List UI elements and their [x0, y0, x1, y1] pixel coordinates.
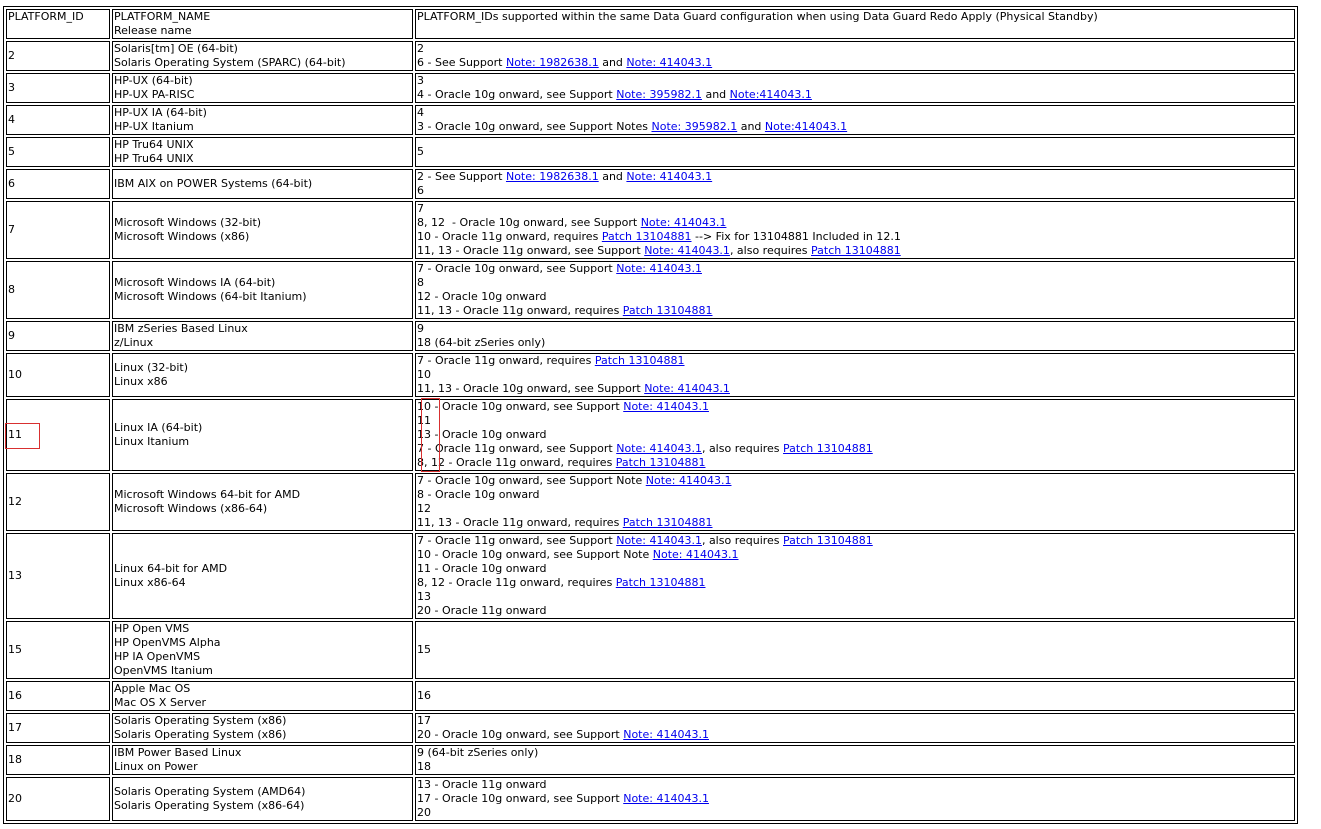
patch-link[interactable]: Patch 13104881: [601, 230, 692, 243]
table-row: [6, 745, 1295, 775]
platform-id-cell: [6, 169, 110, 199]
supported-line: [417, 534, 1293, 548]
supported-text: and: [701, 88, 730, 101]
supported-text: 3: [417, 74, 424, 87]
supported-text: 20: [417, 806, 431, 819]
supported-text: 11, 13 - Oracle 11g onward, see Support: [417, 244, 645, 257]
supported-line: [417, 56, 1293, 70]
platform-name-line: Apple Mac OS: [114, 682, 191, 695]
platform-name-line: HP Tru64 UNIX: [114, 138, 194, 151]
supported-text: 20 - Oracle 11g onward: [417, 604, 547, 617]
table-row: [6, 353, 1295, 397]
table-header-row: [6, 9, 1295, 39]
supported-line: [417, 304, 1293, 318]
supported-line: [417, 746, 1293, 760]
supported-text: 7 - Oracle 10g onward, see Support Note: [417, 474, 646, 487]
table-row: [6, 777, 1295, 821]
table-row: [6, 41, 1295, 71]
platform-name-line: IBM AIX on POWER Systems (64-bit): [114, 177, 313, 190]
supported-line: [417, 120, 1293, 134]
supported-ids-cell: [415, 473, 1295, 531]
platform-id-cell: [6, 777, 110, 821]
supported-ids-cell: [415, 353, 1295, 397]
supported-text: , also requires: [701, 442, 784, 455]
platform-id: 11: [8, 428, 22, 441]
platform-table-body: [6, 9, 1295, 821]
table-row: [6, 169, 1295, 199]
supported-text: and: [598, 170, 627, 183]
supported-text: 15: [417, 643, 431, 656]
support-note-link[interactable]: Note: 395982.1: [616, 88, 702, 101]
platform-name-line: Microsoft Windows IA (64-bit): [114, 276, 276, 289]
platform-name-line: Solaris Operating System (x86-64): [114, 799, 305, 812]
platform-name-cell: [112, 621, 413, 679]
support-note-link[interactable]: Note: 414043.1: [644, 244, 730, 257]
platform-id-cell: [6, 201, 110, 259]
patch-link[interactable]: Patch 13104881: [615, 576, 706, 589]
supported-text: 7: [417, 202, 424, 215]
supported-text: 16: [417, 689, 431, 702]
supported-line: [417, 216, 1293, 230]
supported-line: [417, 382, 1293, 396]
platform-id: 12: [8, 495, 22, 508]
supported-line: [417, 276, 1293, 290]
platform-name-line: Linux IA (64-bit): [114, 421, 203, 434]
supported-ids-cell: [415, 73, 1295, 103]
patch-link[interactable]: Patch 13104881: [622, 304, 713, 317]
platform-name-cell: [112, 137, 413, 167]
supported-text: 3 - Oracle 10g onward, see Support Notes: [417, 120, 652, 133]
supported-text: 12 - Oracle 10g onward: [417, 290, 547, 303]
supported-ids-cell: [415, 321, 1295, 351]
support-note-link[interactable]: Note: 414043.1: [616, 534, 702, 547]
platform-id-cell: [6, 73, 110, 103]
table-row: [6, 473, 1295, 531]
patch-link[interactable]: Patch 13104881: [622, 516, 713, 529]
supported-line: [417, 562, 1293, 576]
supported-ids-cell: [415, 621, 1295, 679]
supported-text: 4 - Oracle 10g onward, see Support: [417, 88, 617, 101]
supported-text: 17: [417, 714, 431, 727]
supported-line: [417, 792, 1293, 806]
supported-text: 10: [417, 368, 431, 381]
support-note-link[interactable]: Note: 395982.1: [651, 120, 738, 133]
supported-text: 11 - Oracle 10g onward: [417, 562, 547, 575]
supported-text: 8, 12 - Oracle 11g onward, requires: [417, 576, 616, 589]
platform-name-cell: [112, 399, 413, 471]
header-platform-name-label: PLATFORM_NAME: [114, 10, 211, 23]
platform-name-line: Microsoft Windows (x86-64): [114, 502, 268, 515]
platform-id: 15: [8, 643, 22, 656]
platform-name-cell: [112, 473, 413, 531]
platform-id-cell: [6, 321, 110, 351]
supported-text: 2 - See Support: [417, 170, 506, 183]
platform-name-cell: [112, 201, 413, 259]
platform-name-line: Linux Itanium: [114, 435, 190, 448]
header-release-name-label: Release name: [114, 24, 192, 37]
supported-text: 8, 12 - Oracle 11g onward, requires: [417, 456, 616, 469]
supported-ids-cell: [415, 777, 1295, 821]
table-row: [6, 399, 1295, 471]
platform-name-line: Microsoft Windows (32-bit): [114, 216, 262, 229]
supported-line: [417, 354, 1293, 368]
platform-name-line: Solaris[tm] OE (64-bit): [114, 42, 238, 55]
platform-name-cell: [112, 745, 413, 775]
platform-name-line: IBM zSeries Based Linux: [114, 322, 248, 335]
supported-text: 4: [417, 106, 424, 119]
platform-name-line: Microsoft Windows (x86): [114, 230, 250, 243]
supported-ids-cell: [415, 745, 1295, 775]
table-row: [6, 201, 1295, 259]
supported-text: 13 - Oracle 11g onward: [417, 778, 547, 791]
supported-line: [417, 604, 1293, 618]
platform-id: 17: [8, 721, 22, 734]
support-note-link[interactable]: Note: 414043.1: [626, 56, 713, 69]
supported-line: [417, 414, 1293, 428]
supported-line: [417, 290, 1293, 304]
platform-name-line: Microsoft Windows (64-bit Itanium): [114, 290, 307, 303]
supported-line: [417, 184, 1293, 198]
supported-line: [417, 689, 1293, 703]
platform-name-cell: [112, 169, 413, 199]
supported-line: [417, 42, 1293, 56]
platform-name-line: Linux x86: [114, 375, 168, 388]
table-row: [6, 137, 1295, 167]
supported-text: 5: [417, 145, 424, 158]
table-row: [6, 73, 1295, 103]
platform-name-cell: [112, 41, 413, 71]
platform-id-cell: [6, 713, 110, 743]
supported-ids-cell: [415, 169, 1295, 199]
platform-id: 9: [8, 329, 15, 342]
platform-id: 4: [8, 113, 15, 126]
supported-line: [417, 106, 1293, 120]
patch-link[interactable]: Patch 13104881: [615, 456, 706, 469]
supported-text: 12: [417, 502, 431, 515]
supported-line: [417, 170, 1293, 184]
support-note-link[interactable]: Note: 414043.1: [626, 170, 713, 183]
supported-text: 18 (64-bit zSeries only): [417, 336, 546, 349]
supported-text: 11, 13 - Oracle 11g onward, requires: [417, 304, 623, 317]
platform-id: 3: [8, 81, 15, 94]
supported-text: 7 - Oracle 11g onward, see Support: [417, 534, 617, 547]
supported-line: [417, 714, 1293, 728]
platform-name-line: Linux 64-bit for AMD: [114, 562, 228, 575]
supported-text: 7 - Oracle 11g onward, requires: [417, 354, 595, 367]
supported-line: [417, 643, 1293, 657]
supported-text: 6: [417, 184, 424, 197]
platform-id: 16: [8, 689, 22, 702]
platform-id: 10: [8, 368, 22, 381]
supported-text: and: [737, 120, 765, 133]
supported-line: [417, 262, 1293, 276]
supported-ids-cell: [415, 105, 1295, 135]
platform-id: 7: [8, 223, 15, 236]
patch-link[interactable]: Patch 13104881: [811, 244, 901, 257]
support-note-link[interactable]: Note: 1982638.1: [505, 170, 599, 183]
table-row: [6, 533, 1295, 619]
platform-id-cell: [6, 353, 110, 397]
support-note-link[interactable]: Note: 414043.1: [640, 216, 727, 229]
patch-link[interactable]: Patch 13104881: [594, 354, 685, 367]
supported-line: [417, 778, 1293, 792]
supported-text: and: [598, 56, 627, 69]
table-row: [6, 681, 1295, 711]
platform-name-line: Microsoft Windows 64-bit for AMD: [114, 488, 301, 501]
platform-id-cell: [6, 137, 110, 167]
platform-name-cell: [112, 713, 413, 743]
platform-id-cell: [6, 261, 110, 319]
supported-line: [417, 590, 1293, 604]
platform-table: [3, 6, 1298, 824]
platform-name-cell: [112, 261, 413, 319]
supported-ids-cell: [415, 261, 1295, 319]
header-supported-label: PLATFORM_IDs supported within the same Data Guard configuration when using Data Guard Redo Apply (Physical Standby): [417, 10, 1098, 23]
supported-ids-cell: [415, 201, 1295, 259]
patch-link[interactable]: Patch 13104881: [783, 534, 873, 547]
supported-line: [417, 428, 1293, 442]
supported-text: 7 - Oracle 10g onward, see Support: [417, 262, 617, 275]
supported-line: [417, 400, 1293, 414]
platform-id-cell: [6, 681, 110, 711]
platform-id: 2: [8, 49, 15, 62]
platform-id-cell: [6, 399, 110, 471]
supported-text: 8 - Oracle 10g onward: [417, 488, 540, 501]
support-note-link[interactable]: Note: 414043.1: [616, 442, 702, 455]
supported-line: [417, 145, 1293, 159]
supported-ids-cell: [415, 681, 1295, 711]
table-row: [6, 621, 1295, 679]
platform-name-line: Linux on Power: [114, 760, 198, 773]
support-note-link[interactable]: Note: 414043.1: [652, 548, 739, 561]
platform-name-cell: [112, 321, 413, 351]
supported-text: 2: [417, 42, 424, 55]
supported-text: --> Fix for 13104881 Included in 12.1: [691, 230, 901, 243]
platform-name-line: z/Linux: [114, 336, 154, 349]
supported-line: [417, 548, 1293, 562]
support-note-link[interactable]: Note: 1982638.1: [505, 56, 599, 69]
platform-name-line: Solaris Operating System (AMD64): [114, 785, 306, 798]
platform-name-cell: [112, 105, 413, 135]
supported-line: [417, 502, 1293, 516]
supported-line: [417, 322, 1293, 336]
support-note-link[interactable]: Note: 414043.1: [623, 792, 709, 805]
header-platform-name: [112, 9, 413, 39]
platform-id: 5: [8, 145, 15, 158]
supported-ids-cell: [415, 137, 1295, 167]
support-note-link[interactable]: Note:414043.1: [729, 88, 812, 101]
support-note-link[interactable]: Note: 414043.1: [623, 400, 709, 413]
platform-name-line: Solaris Operating System (SPARC) (64-bit): [114, 56, 346, 69]
supported-text: 20 - Oracle 10g onward, see Support: [417, 728, 624, 741]
supported-line: [417, 806, 1293, 820]
table-row: [6, 321, 1295, 351]
supported-text: 11, 13 - Oracle 11g onward, requires: [417, 516, 623, 529]
supported-text: 7 - Oracle 11g onward, see Support: [417, 442, 617, 455]
supported-text: 8, 12 - Oracle 10g onward, see Support: [417, 216, 641, 229]
supported-text: 17 - Oracle 10g onward, see Support: [417, 792, 624, 805]
supported-line: [417, 442, 1293, 456]
supported-line: [417, 456, 1293, 470]
supported-line: [417, 760, 1293, 774]
platform-name-line: HP-UX Itanium: [114, 120, 194, 133]
table-row: [6, 261, 1295, 319]
platform-name-line: Linux (32-bit): [114, 361, 189, 374]
supported-text: 13: [417, 590, 431, 603]
header-platform-id-label: PLATFORM_ID: [8, 10, 84, 23]
platform-name-line: HP IA OpenVMS: [114, 650, 201, 663]
header-supported: [415, 9, 1295, 39]
platform-name-line: Solaris Operating System (x86): [114, 728, 287, 741]
supported-text: 13 - Oracle 10g onward: [417, 428, 547, 441]
platform-id-cell: [6, 745, 110, 775]
platform-id-cell: [6, 105, 110, 135]
supported-line: [417, 88, 1293, 102]
supported-text: 11: [417, 414, 431, 427]
supported-line: [417, 488, 1293, 502]
platform-name-line: Mac OS X Server: [114, 696, 207, 709]
supported-text: 9: [417, 322, 424, 335]
platform-name-line: HP-UX PA-RISC: [114, 88, 195, 101]
supported-text: 10 - Oracle 10g onward, see Support: [417, 400, 624, 413]
platform-name-line: Solaris Operating System (x86): [114, 714, 287, 727]
supported-text: 9 (64-bit zSeries only): [417, 746, 539, 759]
platform-name-line: Linux x86-64: [114, 576, 186, 589]
platform-id-cell: [6, 473, 110, 531]
patch-link[interactable]: Patch 13104881: [783, 442, 873, 455]
supported-text: 10 - Oracle 11g onward, requires: [417, 230, 602, 243]
platform-name-line: IBM Power Based Linux: [114, 746, 242, 759]
supported-ids-cell: [415, 399, 1295, 471]
supported-line: [417, 728, 1293, 742]
platform-name-line: HP Open VMS: [114, 622, 190, 635]
platform-name-line: HP Tru64 UNIX: [114, 152, 194, 165]
supported-line: [417, 474, 1293, 488]
platform-name-cell: [112, 777, 413, 821]
supported-text: , also requires: [701, 534, 784, 547]
supported-text: , also requires: [729, 244, 812, 257]
table-row: [6, 105, 1295, 135]
supported-text: 8: [417, 276, 424, 289]
supported-text: 10 - Oracle 10g onward, see Support Note: [417, 548, 653, 561]
platform-name-cell: [112, 533, 413, 619]
platform-id: 8: [8, 283, 15, 296]
platform-id: 18: [8, 753, 22, 766]
platform-name-line: HP-UX (64-bit): [114, 74, 193, 87]
supported-ids-cell: [415, 533, 1295, 619]
supported-line: [417, 576, 1293, 590]
supported-line: [417, 202, 1293, 216]
supported-line: [417, 74, 1293, 88]
platform-id-cell: [6, 41, 110, 71]
support-note-link[interactable]: Note: 414043.1: [616, 262, 702, 275]
platform-name-cell: [112, 73, 413, 103]
supported-line: [417, 244, 1293, 258]
supported-text: 11, 13 - Oracle 10g onward, see Support: [417, 382, 645, 395]
supported-ids-cell: [415, 713, 1295, 743]
platform-name-cell: [112, 681, 413, 711]
platform-id: 13: [8, 569, 22, 582]
support-note-link[interactable]: Note:414043.1: [764, 120, 848, 133]
platform-name-line: HP OpenVMS Alpha: [114, 636, 221, 649]
supported-line: [417, 368, 1293, 382]
header-platform-id: [6, 9, 110, 39]
supported-line: [417, 516, 1293, 530]
supported-ids-cell: [415, 41, 1295, 71]
support-note-link[interactable]: Note: 414043.1: [644, 382, 730, 395]
platform-name-cell: [112, 353, 413, 397]
platform-id-cell: [6, 621, 110, 679]
platform-id: 20: [8, 792, 22, 805]
platform-name-line: HP-UX IA (64-bit): [114, 106, 207, 119]
platform-name-line: OpenVMS Itanium: [114, 664, 213, 677]
supported-text: 18: [417, 760, 431, 773]
platform-id: 6: [8, 177, 15, 190]
supported-line: [417, 336, 1293, 350]
supported-line: [417, 230, 1293, 244]
table-row: [6, 713, 1295, 743]
support-note-link[interactable]: Note: 414043.1: [623, 728, 709, 741]
supported-text: 6 - See Support: [417, 56, 506, 69]
platform-id-cell: [6, 533, 110, 619]
support-note-link[interactable]: Note: 414043.1: [645, 474, 732, 487]
